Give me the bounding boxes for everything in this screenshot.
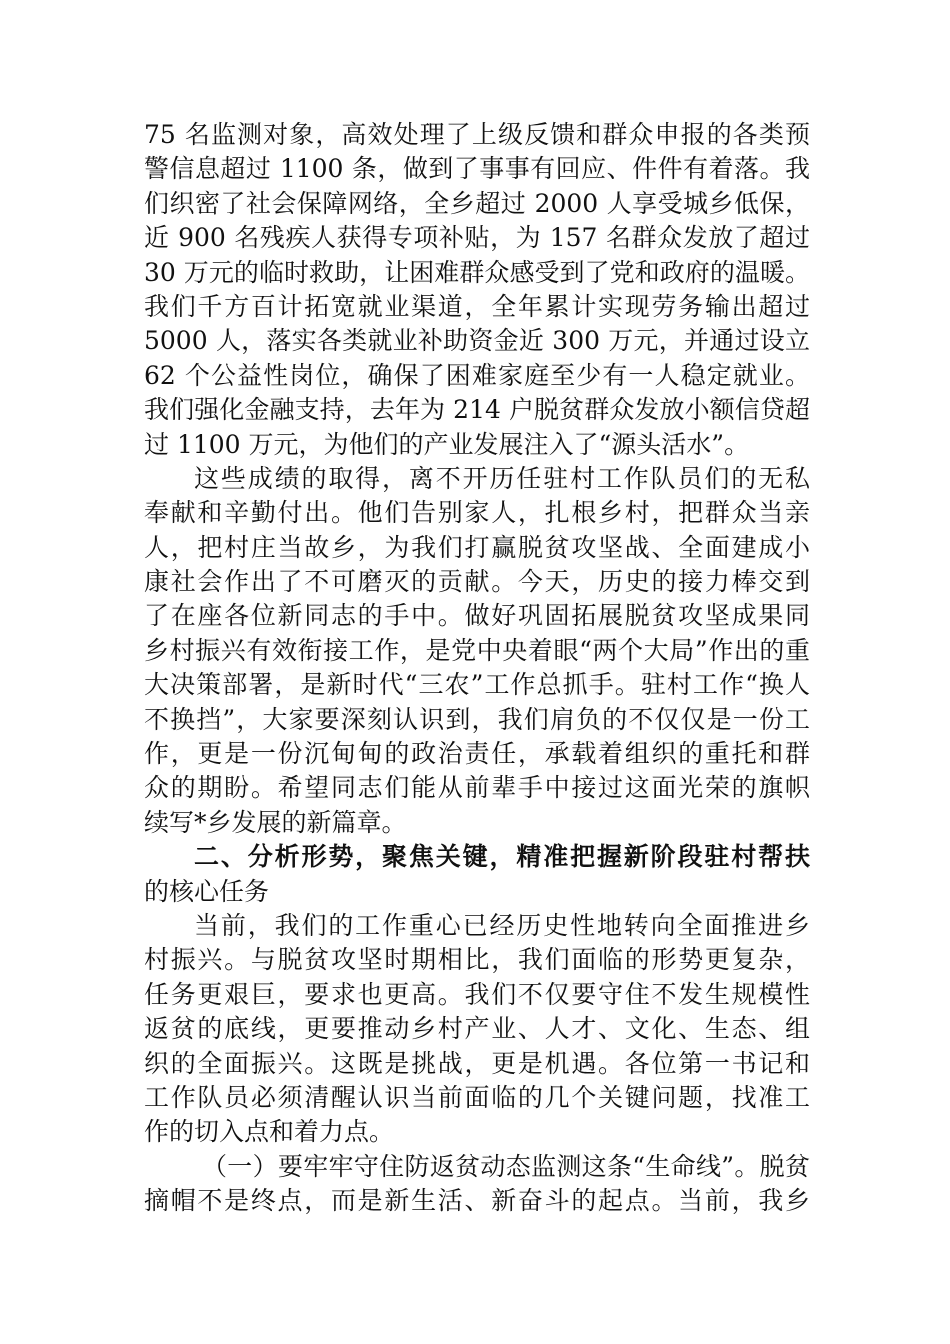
document-body <box>144 118 810 1219</box>
body-line: 们织密了社会保障网络，全乡超过 2000 人享受城乡低保， <box>144 188 810 218</box>
body-line: 人，把村庄当故乡，为我们打赢脱贫攻坚战、全面建成小 <box>144 532 810 562</box>
body-line: 续写*乡发展的新篇章。 <box>144 807 407 837</box>
body-line: 返贫的底线，更要推动乡村产业、人才、文化、生态、组 <box>144 1014 810 1044</box>
body-line: 织的全面振兴。这既是挑战，更是机遇。各位第一书记和 <box>144 1048 810 1078</box>
body-line: 62 个公益性岗位，确保了困难家庭至少有一人稳定就业。 <box>144 360 810 390</box>
body-line: 乡村振兴有效衔接工作，是党中央着眼“两个大局”作出的重 <box>144 635 810 665</box>
paragraph-first-line: 这些成绩的取得，离不开历任驻村工作队员们的无私 <box>194 463 810 493</box>
body-line: 不换挡”，大家要深刻认识到，我们肩负的不仅仅是一份工 <box>144 704 810 734</box>
body-line: 工作队员必须清醒认识当前面临的几个关键问题，找准工 <box>144 1082 810 1112</box>
body-line: 任务更艰巨，要求也更高。我们不仅要守住不发生规模性 <box>144 979 810 1009</box>
body-line: 奉献和辛勤付出。他们告别家人，扎根乡村，把群众当亲 <box>144 498 810 528</box>
body-line: 大决策部署，是新时代“三农”工作总抓手。驻村工作“换人 <box>144 670 810 700</box>
body-line: 作，更是一份沉甸甸的政治责任，承载着组织的重托和群 <box>144 739 810 769</box>
body-line: 我们强化金融支持，去年为 214 户脱贫群众发放小额信贷超 <box>144 395 810 425</box>
body-line: 摘帽不是终点，而是新生活、新奋斗的起点。当前，我乡 <box>144 1186 810 1216</box>
body-line: 众的期盼。希望同志们能从前辈手中接过这面光荣的旗帜 <box>144 773 810 803</box>
body-line: 近 900 名残疾人获得专项补贴，为 157 名群众发放了超过 <box>144 223 810 253</box>
section-heading: 二、分析形势，聚焦关键，精准把握新阶段驻村帮扶 <box>194 842 810 872</box>
subsection-first-line: （一）要牢牢守住防返贫动态监测这条“生命线”。脱贫 <box>202 1151 810 1181</box>
body-line: 了在座各位新同志的手中。做好巩固拓展脱贫攻坚成果同 <box>144 601 810 631</box>
body-line: 我们千方百计拓宽就业渠道，全年累计实现劳务输出超过 <box>144 291 810 321</box>
body-line: 作的切入点和着力点。 <box>144 1117 395 1147</box>
body-line: 警信息超过 1100 条，做到了事事有回应、件件有着落。我 <box>144 154 810 184</box>
body-line: 村振兴。与脱贫攻坚时期相比，我们面临的形势更复杂， <box>144 945 810 975</box>
body-line: 30 万元的临时救助，让困难群众感受到了党和政府的温暖。 <box>144 257 810 287</box>
paragraph-first-line: 当前，我们的工作重心已经历史性地转向全面推进乡 <box>194 910 810 940</box>
body-line: 75 名监测对象，高效处理了上级反馈和群众申报的各类预 <box>144 120 810 149</box>
body-line: 5000 人，落实各类就业补助资金近 300 万元，并通过设立 <box>144 326 810 356</box>
body-line: 过 1100 万元，为他们的产业发展注入了“源头活水”。 <box>144 429 750 459</box>
body-line: 康社会作出了不可磨灭的贡献。今天，历史的接力棒交到 <box>144 567 810 597</box>
section-heading-continued: 的核心任务 <box>144 876 270 906</box>
